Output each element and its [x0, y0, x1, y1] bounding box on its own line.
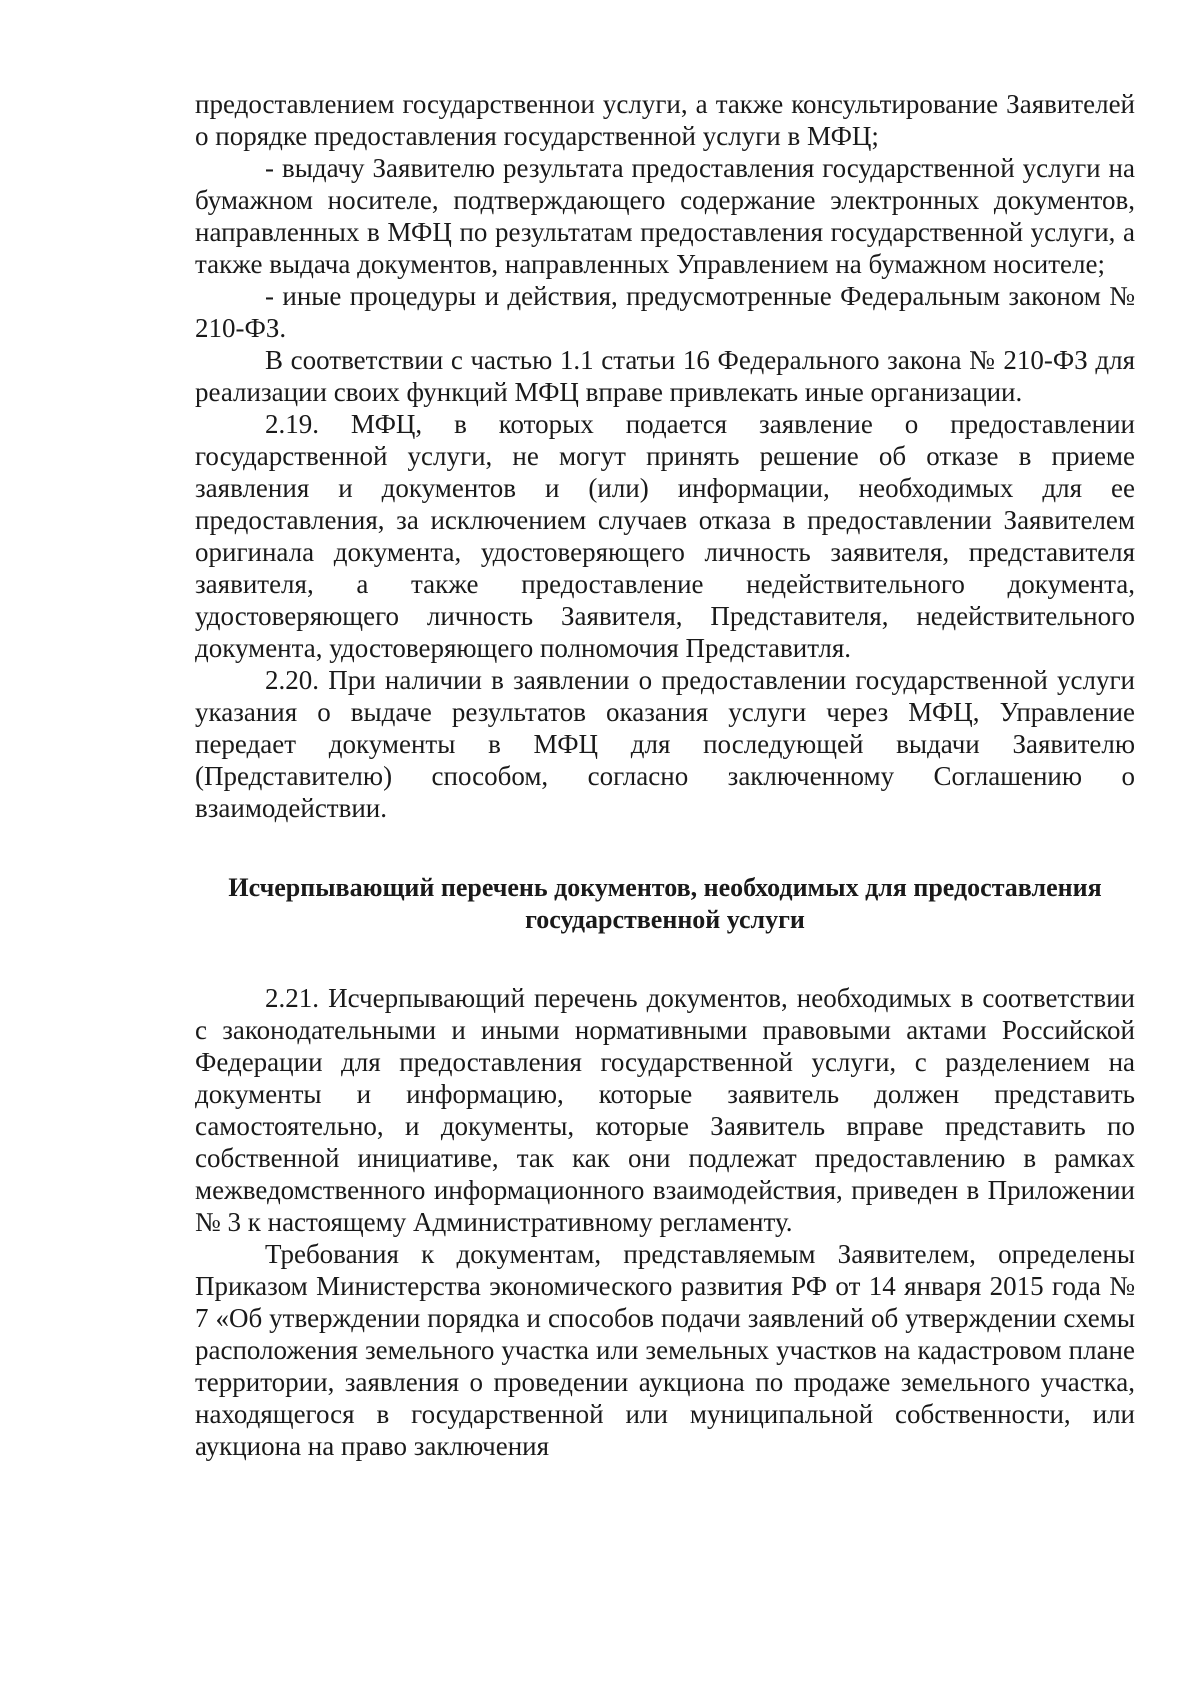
paragraph-8: Требования к документам, представляемым Заявителем, определены Приказом Министерства экономического развития РФ от 14 января 2015 года № 7 «Об утверждении порядка и способов подачи заявлений об утверждении схемы расположения земельного участка или земельных участков на кадастровом плане территории, заявления о проведении аукциона по продаже земельного участка, находящегося в государственной или муниципальной собственности, или аукциона на право заключения — [195, 1239, 1135, 1461]
paragraph-5: 2.19. МФЦ, в которых подается заявление о предоставлении государственной услуги, не могут принять решение об отказе в приеме заявления и документов и (или) информации, необходимых для ее предоставления, за исключением случаев отказа в предоставлении Заявителем оригинала документа, удостоверяющего личность заявителя, представителя заявителя, а также предоставление недействительного документа, удостоверяющего личность Заявителя, Представителя, недействительного документа, удостоверяющего полномочия Представитля. — [195, 409, 1135, 663]
paragraph-1: предоставлением государственнои услуги, а также консультирование Заявителей о порядке предоставления государственной услуги в МФЦ; — [195, 89, 1135, 151]
paragraph-6: 2.20. При наличии в заявлении о предоставлении государственной услуги указания о выдаче результатов оказания услуги через МФЦ, Управление передает документы в МФЦ для последующей выдачи Заявителю (Представителю) способом, согласно заключенному Соглашению о взаимодействии. — [195, 665, 1135, 823]
section-heading: Исчерпывающий перечень документов, необходимых для предоставления государственной услуги — [228, 873, 1102, 934]
document-page — [195, 88, 1135, 1462]
paragraph-2: - выдачу Заявителю результата предоставления государственной услуги на бумажном носителе, подтверждающего содержание электронных документов, направленных в МФЦ по результатам предоставления государственной услуги, а также выдача документов, направленных Управлением на бумажном носителе; — [195, 153, 1135, 279]
paragraph-3: - иные процедуры и действия, предусмотренные Федеральным законом № 210-ФЗ. — [195, 281, 1135, 343]
paragraph-4: В соответствии с частью 1.1 статьи 16 Федерального закона № 210-ФЗ для реализации своих функций МФЦ вправе привлекать иные организации. — [195, 345, 1135, 407]
paragraph-7: 2.21. Исчерпывающий перечень документов, необходимых в соответствии с законодательными и иными нормативными правовыми актами Российской Федерации для предоставления государственной услуги, с разделением на документы и информацию, которые заявитель должен представить самостоятельно, и документы, которые Заявитель вправе представить по собственной инициативе, так как они подлежат предоставлению в рамках межведомственного информационного взаимодействия, приведен в Приложении № 3 к настоящему Административному регламенту. — [195, 983, 1135, 1237]
